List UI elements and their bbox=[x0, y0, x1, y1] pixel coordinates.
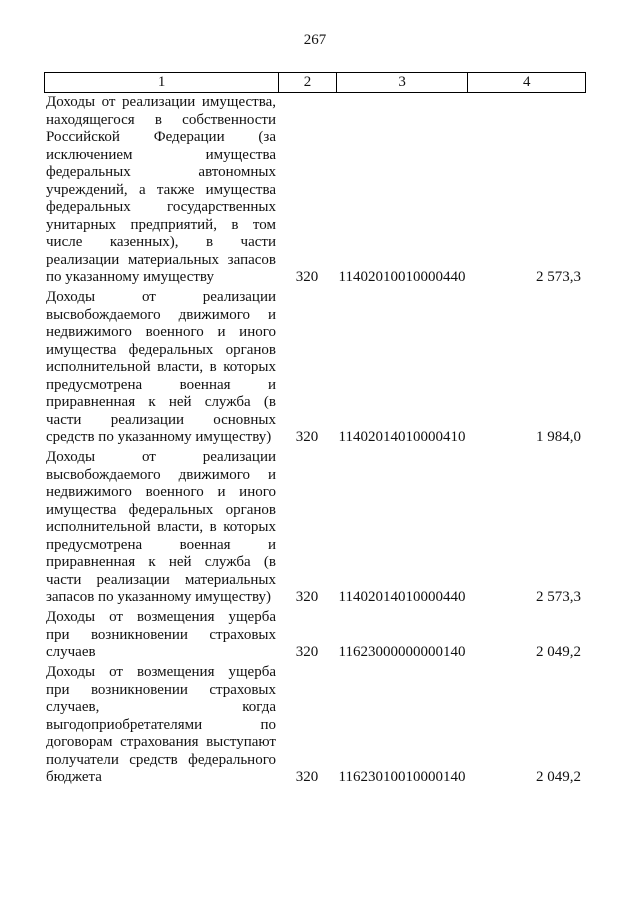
row-amount: 1 984,0 bbox=[536, 429, 581, 445]
table-body bbox=[44, 93, 586, 787]
row-admin-code: 320 bbox=[295, 589, 319, 605]
row-budget-code: 11402014010000410 bbox=[338, 429, 466, 445]
description-line: при возникновении страховых bbox=[46, 681, 276, 698]
description-line: исполнительной власти, в которых bbox=[46, 359, 276, 375]
description-line: исполнительной власти, в которых bbox=[46, 519, 276, 535]
row-description bbox=[44, 94, 278, 287]
description-line: федеральных государственных bbox=[46, 199, 276, 215]
description-line: приравненная к ней служба (в bbox=[46, 394, 276, 410]
header-col-2: 2 bbox=[278, 73, 336, 92]
header-col-1: 1 bbox=[157, 74, 166, 90]
description-line: Доходы от реализации имущества, bbox=[46, 94, 276, 110]
row-description bbox=[44, 664, 278, 787]
description-line: находящегося в собственности bbox=[46, 111, 276, 128]
row-amount: 2 573,3 bbox=[536, 589, 581, 605]
table-row bbox=[44, 609, 586, 662]
description-line: высвобождаемого движимого и bbox=[46, 466, 276, 483]
description-line: реализации материальных запасов bbox=[46, 251, 276, 268]
description-line: части реализации материальных bbox=[46, 571, 276, 588]
description-line: унитарных предприятий, в том bbox=[46, 216, 276, 233]
description-line: получатели средств федерального bbox=[46, 751, 276, 768]
row-admin-code: 320 bbox=[295, 644, 319, 660]
row-amount: 2 049,2 bbox=[536, 644, 581, 660]
description-line: приравненная к ней служба (в bbox=[46, 554, 276, 570]
description-line: Доходы от возмещения ущерба bbox=[46, 609, 276, 625]
description-line: при возникновении страховых bbox=[46, 626, 276, 643]
row-budget-code: 11402010010000440 bbox=[338, 269, 466, 285]
description-line: Доходы от возмещения ущерба bbox=[46, 664, 276, 680]
row-amount: 2 049,2 bbox=[536, 769, 581, 785]
page-number: 267 bbox=[303, 32, 327, 48]
description-line: Доходы от реализации bbox=[46, 289, 276, 305]
revenue-table bbox=[44, 72, 586, 789]
description-line: случаев bbox=[46, 644, 96, 660]
description-line: учреждений, а также имущества bbox=[46, 181, 276, 198]
row-admin-code: 320 bbox=[295, 269, 319, 285]
header-col-4: 4 bbox=[467, 73, 585, 92]
row-budget-code: 11402014010000440 bbox=[338, 589, 466, 605]
description-line: недвижимого военного и иного bbox=[46, 324, 276, 340]
row-description bbox=[44, 289, 278, 447]
description-line: высвобождаемого движимого и bbox=[46, 306, 276, 323]
description-line: предусмотрена военная и bbox=[46, 536, 276, 553]
description-line: недвижимого военного и иного bbox=[46, 484, 276, 500]
table-row bbox=[44, 289, 586, 447]
description-line: части реализации основных bbox=[46, 411, 276, 428]
table-row bbox=[44, 664, 586, 787]
description-line: бюджета bbox=[46, 769, 102, 785]
description-line: Доходы от реализации bbox=[46, 449, 276, 465]
description-line: выгодоприобретателями по bbox=[46, 716, 276, 733]
description-line: запасов по указанному имуществу) bbox=[46, 589, 272, 605]
description-line: по указанному имуществу bbox=[46, 269, 214, 285]
row-amount: 2 573,3 bbox=[536, 269, 581, 285]
table-header-row bbox=[44, 72, 586, 93]
row-admin-code: 320 bbox=[295, 429, 319, 445]
table-row bbox=[44, 94, 586, 287]
description-line: средств по указанному имуществу) bbox=[46, 429, 272, 445]
row-budget-code: 11623010010000140 bbox=[338, 769, 466, 785]
row-description bbox=[44, 449, 278, 607]
description-line: имущества федеральных органов bbox=[46, 341, 276, 358]
row-budget-code: 11623000000000140 bbox=[338, 644, 466, 660]
description-line: Российской Федерации (за bbox=[46, 129, 276, 145]
row-admin-code: 320 bbox=[295, 769, 319, 785]
description-line: предусмотрена военная и bbox=[46, 376, 276, 393]
description-line: договорам страхования выступают bbox=[46, 734, 276, 750]
description-line: имущества федеральных органов bbox=[46, 501, 276, 518]
description-line: случаев, когда bbox=[46, 699, 276, 715]
description-line: числе казенных), в части bbox=[46, 234, 276, 250]
table-row bbox=[44, 449, 586, 607]
description-line: федеральных автономных bbox=[46, 164, 276, 180]
row-description bbox=[44, 609, 278, 662]
header-col-3: 3 bbox=[336, 73, 468, 92]
description-line: исключением имущества bbox=[46, 146, 276, 163]
